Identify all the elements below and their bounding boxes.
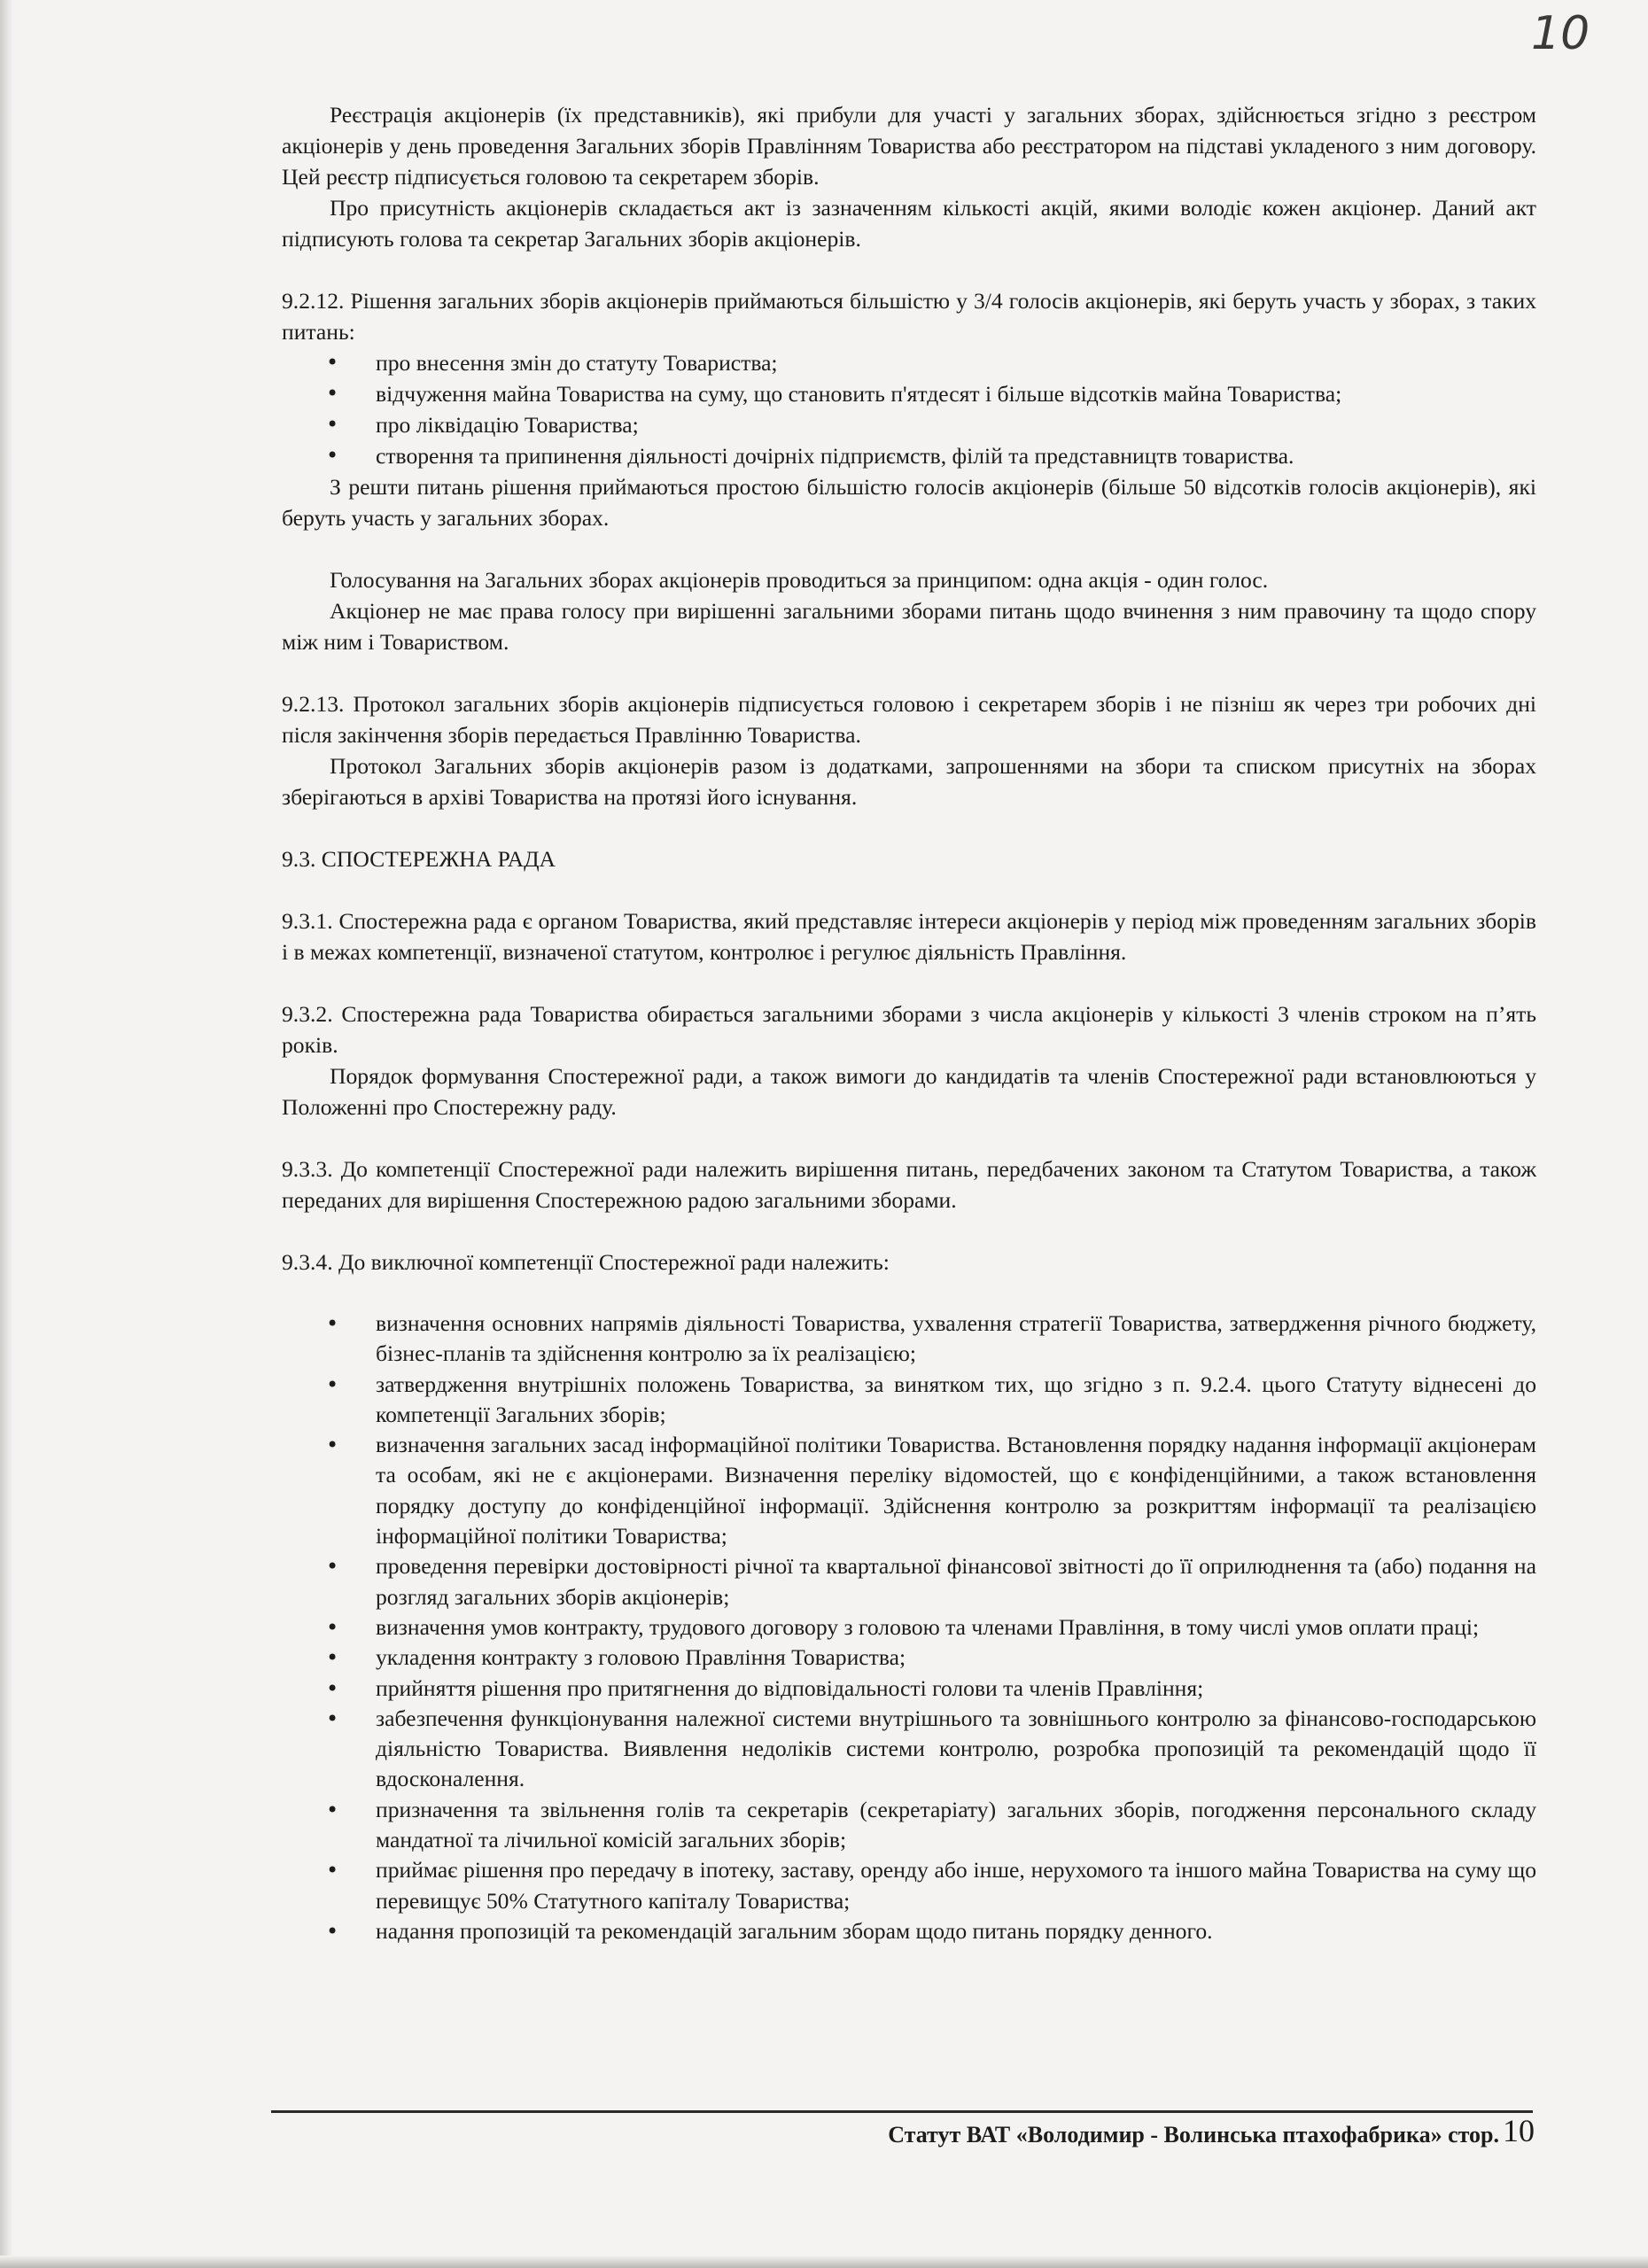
footer-page-number: 10	[1503, 2113, 1535, 2148]
bullet-list-three-quarters	[282, 347, 1536, 471]
clause-9-3-4: 9.3.4. До виключної компетенції Спостережної ради належить:	[282, 1249, 890, 1275]
list-item: • про ліквідацію Товариства;	[282, 409, 1536, 440]
list-item: • створення та припинення діяльності дочірніх підприємств, філій та представництв товариства.	[282, 440, 1536, 471]
list-item: • визначення загальних засад інформаційної політики Товариства. Встановлення порядку надання інформації акціонерам та особам, які не є акціонерами. Визначення переліку відомостей, що є конфіденційними, а також встановлення порядку доступу до конфіденційної інформації. Здійснення контролю за розкриттям інформації та реалізацією інформаційної політики Товариства;	[282, 1430, 1536, 1551]
list-item: • визначення умов контракту, трудового договору з головою та членами Правління, в тому числі умов оплати праці;	[282, 1612, 1536, 1643]
clause-9-2-12: 9.2.12. Рішення загальних зборів акціонерів приймаються більшістю у 3/4 голосів акціонерів, які беруть участь у зборах, з таких питань:	[282, 288, 1536, 345]
list-item: • про внесення змін до статуту Товариства;	[282, 347, 1536, 378]
list-item: • надання пропозицій та рекомендацій загальним зборам щодо питань порядку денного.	[282, 1916, 1536, 1946]
paragraph-registration: Реєстрація акціонерів (їх представників), які прибули для участі у загальних зборах, здійснюється згідно з реєстром акціонерів у день проведення Загальних зборів Правлінням Товариства або реєстратором на підставі укладеного з ним договору. Цей реєстр підписується головою та секретарем зборів.	[282, 102, 1536, 190]
bullet-list-exclusive-competence	[282, 1309, 1536, 1946]
list-item: • призначення та звільнення голів та секретарів (секретаріату) загальних зборів, погодження персонального складу мандатної та лічильної комісій загальних зборів;	[282, 1795, 1536, 1856]
handwritten-page-mark: 10	[1531, 7, 1590, 60]
list-item: • затвердження внутрішніх положень Товариства, за винятком тих, що згідно з п. 9.2.4. цього Статуту віднесені до компетенції Загальних зборів;	[282, 1370, 1536, 1431]
paragraph-attendance-act: Про присутність акціонерів складається акт із зазначенням кількості акцій, якими володіє кожен акціонер. Даний акт підписують голова та секретар Загальних зборів акціонерів.	[282, 195, 1536, 252]
clause-9-3-1: 9.3.1. Спостережна рада є органом Товариства, який представляє інтереси акціонерів у період між проведенням загальних зборів і в межах компетенції, визначеної статутом, контролює і регулює діяльність Правління.	[282, 908, 1536, 965]
footer-divider	[271, 2110, 1533, 2113]
document-body	[282, 99, 1536, 1946]
list-item: • відчуження майна Товариства на суму, що становить п'ятдесят і більше відсотків майна Товариства;	[282, 378, 1536, 409]
list-item: • визначення основних напрямів діяльності Товариства, ухвалення стратегії Товариства, затвердження річного бюджету, бізнес-планів та здійснення контролю за їх реалізацією;	[282, 1309, 1536, 1370]
paragraph-simple-majority: З решти питань рішення приймаються простою більшістю голосів акціонерів (більше 50 відсотків голосів акціонерів), які беруть участь у загальних зборах.	[282, 474, 1536, 531]
paragraph-no-vote: Акціонер не має права голосу при вирішенні загальними зборами питань щодо вчинення з ним правочину та щодо спору між ним і Товариством.	[282, 598, 1536, 655]
page-shadow-left	[0, 0, 12, 2268]
footer-document-title: Статут ВАТ «Володимир - Волинська птахофабрика» стор.	[888, 2122, 1499, 2148]
paragraph-voting-principle: Голосування на Загальних зборах акціонерів проводиться за принципом: одна акція - один голос.	[330, 567, 1269, 593]
list-item: • приймає рішення про передачу в іпотеку, заставу, оренду або інше, нерухомого та іншого майна Товариства на суму що перевищує 50% Статутного капіталу Товариства;	[282, 1855, 1536, 1916]
page-shadow-bottom	[0, 2256, 1648, 2268]
section-heading-supervisory-board: 9.3. СПОСТЕРЕЖНА РАДА	[282, 846, 556, 872]
list-item: • забезпечення функціонування належної системи внутрішнього та зовнішнього контролю за фінансово-господарською діяльністю Товариства. Виявлення недоліків системи контролю, розробка пропозицій та рекомендацій щодо її вдосконалення.	[282, 1704, 1536, 1795]
clause-9-2-13: 9.2.13. Протокол загальних зборів акціонерів підписується головою і секретарем зборів і не пізніш як через три робочих дні після закінчення зборів передається Правлінню Товариства.	[282, 691, 1536, 748]
paragraph-protocol-archive: Протокол Загальних зборів акціонерів разом із додатками, запрошеннями на збори та списком присутніх на зборах зберігаються в архіві Товариства на протязі його існування.	[282, 753, 1536, 810]
list-item: • проведення перевірки достовірності річної та квартальної фінансової звітності до її оприлюднення та (або) подання на розгляд загальних зборів акціонерів;	[282, 1551, 1536, 1612]
clause-9-3-2: 9.3.2. Спостережна рада Товариства обирається загальними зборами з числа акціонерів у кількості 3 членів строком на п’ять років.	[282, 1001, 1536, 1058]
list-item: • укладення контракту з головою Правління Товариства;	[282, 1643, 1536, 1673]
list-item: • прийняття рішення про притягнення до відповідальності голови та членів Правління;	[282, 1674, 1536, 1704]
clause-9-3-3: 9.3.3. До компетенції Спостережної ради належить вирішення питань, передбачених законом та Статутом Товариства, а також переданих для вирішення Спостережною радою загальними зборами.	[282, 1156, 1536, 1213]
paragraph-board-formation: Порядок формування Спостережної ради, а також вимоги до кандидатів та членів Спостережної ради встановлюються у Положенні про Спостережну раду.	[282, 1063, 1536, 1120]
